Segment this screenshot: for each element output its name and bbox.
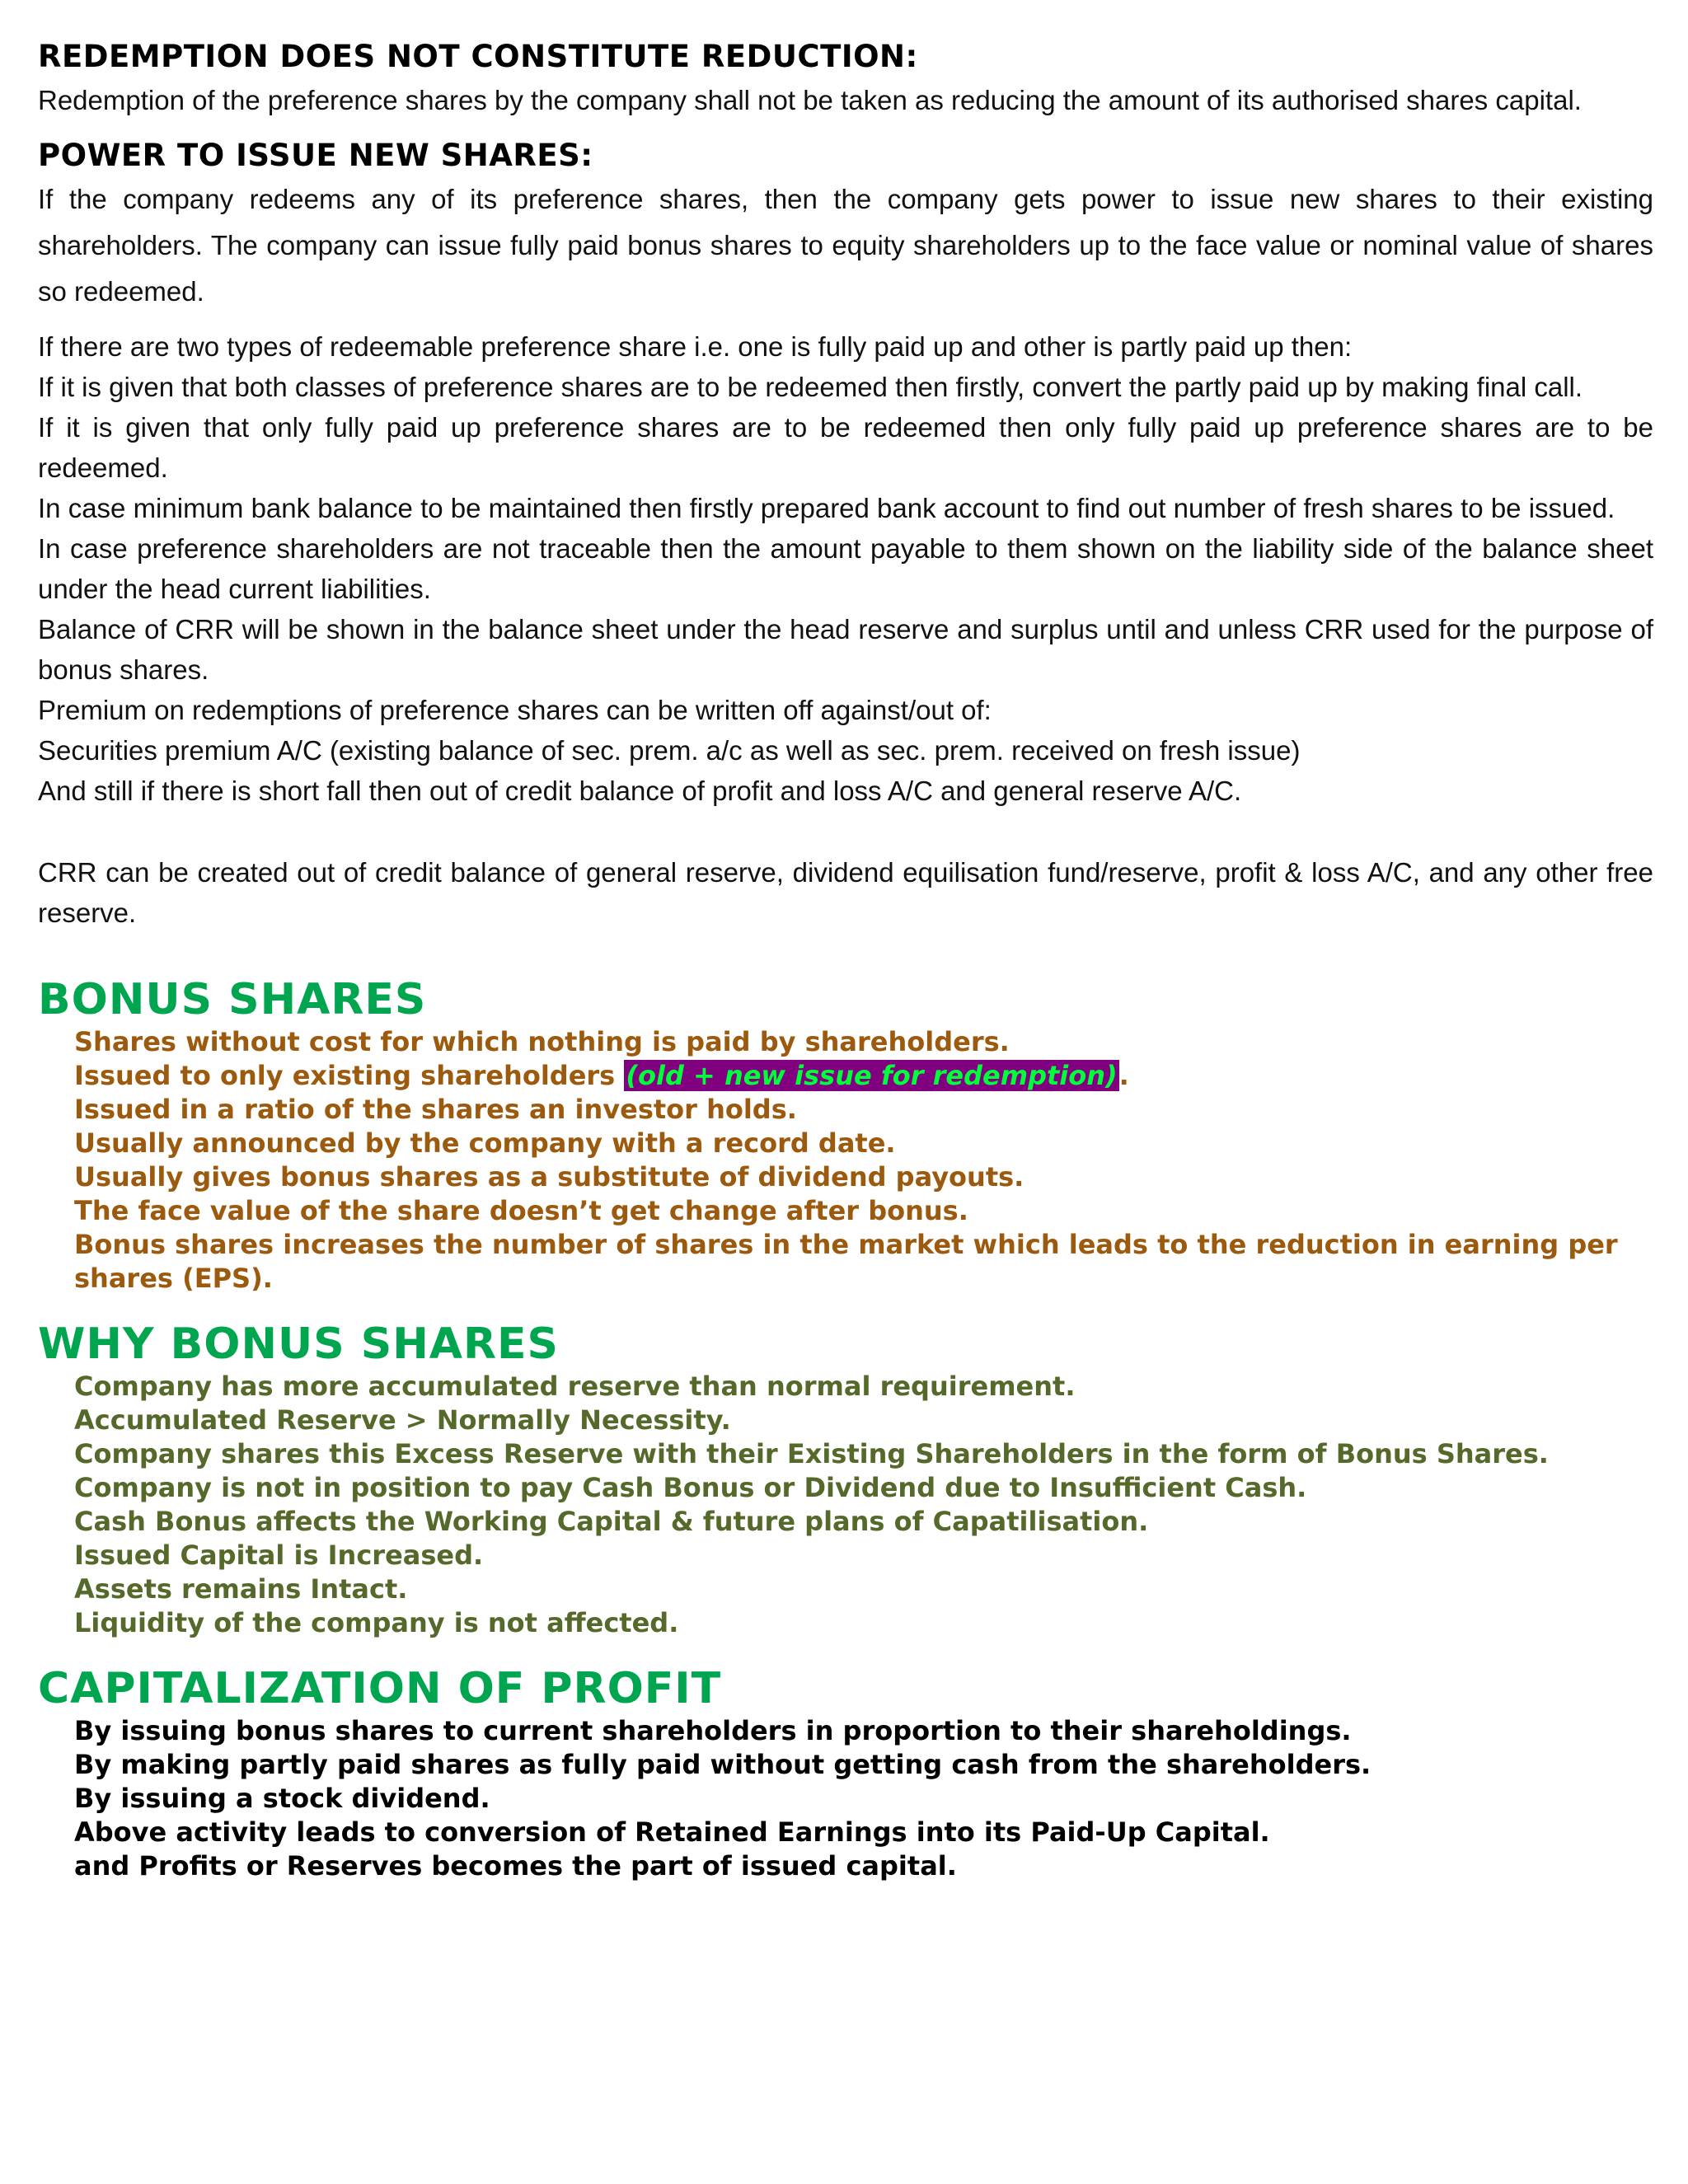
list-item: Company shares this Excess Reserve with their Existing Shareholders in the form of Bonus Shares. bbox=[74, 1438, 1549, 1469]
bonus-shares-list bbox=[38, 1025, 1653, 1296]
note-line: If there are two types of redeemable preference share i.e. one is fully paid up and other is partly paid up then: bbox=[38, 331, 1353, 362]
list-item: Company has more accumulated reserve than normal requirement. bbox=[74, 1371, 1076, 1402]
note-line: In case minimum bank balance to be maintained then firstly prepared bank account to find out number of fresh shares to be issued. bbox=[38, 493, 1615, 523]
section-heading-capitalization-of-profit: CAPITALIZATION OF PROFIT bbox=[38, 1664, 722, 1713]
list-item-text: Issued to only existing shareholders bbox=[74, 1060, 625, 1091]
why-bonus-shares-list bbox=[38, 1370, 1653, 1640]
section-heading-why-bonus-shares: WHY BONUS SHARES bbox=[38, 1319, 560, 1369]
note-line: In case preference shareholders are not traceable then the amount payable to them shown on the liability side of the balance sheet under the head current liabilities. bbox=[38, 533, 1653, 604]
notes-block bbox=[38, 326, 1653, 811]
document-page bbox=[38, 36, 1653, 1883]
redemption-paragraph: Redemption of the preference shares by the company shall not be taken as reducing the amount of its authorised shares capital. bbox=[38, 85, 1582, 115]
note-line: Balance of CRR will be shown in the balance sheet under the head reserve and surplus until and unless CRR used for the purpose of bonus shares. bbox=[38, 614, 1653, 685]
list-item: Above activity leads to conversion of Retained Earnings into its Paid-Up Capital. bbox=[74, 1816, 1270, 1848]
note-line: If it is given that only fully paid up preference shares are to be redeemed then only fully paid up preference shares are to be redeemed. bbox=[38, 412, 1653, 483]
note-line: If it is given that both classes of preference shares are to be redeemed then firstly, convert the partly paid up by making final call. bbox=[38, 372, 1583, 402]
highlighted-text: (old + new issue for redemption) bbox=[626, 1060, 1118, 1091]
capitalization-list bbox=[38, 1714, 1653, 1883]
note-line: Securities premium A/C (existing balance of sec. prem. a/c as well as sec. prem. received on fresh issue) bbox=[38, 735, 1301, 766]
crr-note-paragraph: CRR can be created out of credit balance of general reserve, dividend equilisation fund/reserve, profit & loss A/C, and any other free reserve. bbox=[38, 857, 1653, 928]
section-heading-bonus-shares: BONUS SHARES bbox=[38, 975, 427, 1024]
list-item: Issued in a ratio of the shares an investor holds. bbox=[74, 1094, 797, 1125]
list-item: Assets remains Intact. bbox=[74, 1573, 408, 1605]
list-item: Usually gives bonus shares as a substitute of dividend payouts. bbox=[74, 1161, 1025, 1193]
list-item: Accumulated Reserve > Normally Necessity. bbox=[74, 1404, 731, 1436]
list-item bbox=[74, 1059, 1653, 1093]
list-item: Company is not in position to pay Cash Bonus or Dividend due to Insufficient Cash. bbox=[74, 1472, 1307, 1503]
list-item: Cash Bonus affects the Working Capital & future plans of Capatilisation. bbox=[74, 1506, 1149, 1537]
section-heading-redemption: REDEMPTION DOES NOT CONSTITUTE REDUCTION: bbox=[38, 39, 918, 74]
note-line: And still if there is short fall then out of credit balance of profit and loss A/C and general reserve A/C. bbox=[38, 776, 1242, 806]
list-item-text: . bbox=[1118, 1060, 1129, 1091]
list-item: Bonus shares increases the number of shares in the market which leads to the reduction in earning per shares (EPS). bbox=[74, 1229, 1618, 1294]
power-to-issue-paragraph: If the company redeems any of its preference shares, then the company gets power to issue new shares to their existing shareholders. The company can issue fully paid bonus shares to equity shareholders up to the face value or nominal value of shares so redeemed. bbox=[38, 184, 1653, 307]
list-item: By making partly paid shares as fully paid without getting cash from the shareholders. bbox=[74, 1749, 1372, 1780]
list-item: By issuing a stock dividend. bbox=[74, 1783, 490, 1814]
list-item: Issued Capital is Increased. bbox=[74, 1540, 484, 1571]
list-item: Liquidity of the company is not affected. bbox=[74, 1607, 679, 1638]
list-item: Shares without cost for which nothing is paid by shareholders. bbox=[74, 1026, 1010, 1057]
list-item: The face value of the share doesn’t get change after bonus. bbox=[74, 1195, 968, 1226]
section-heading-power-to-issue: POWER TO ISSUE NEW SHARES: bbox=[38, 138, 593, 173]
list-item: By issuing bonus shares to current shareholders in proportion to their shareholdings. bbox=[74, 1715, 1352, 1746]
list-item: and Profits or Reserves becomes the part of issued capital. bbox=[74, 1850, 957, 1882]
note-line: Premium on redemptions of preference shares can be written off against/out of: bbox=[38, 695, 992, 725]
list-item: Usually announced by the company with a record date. bbox=[74, 1127, 896, 1159]
